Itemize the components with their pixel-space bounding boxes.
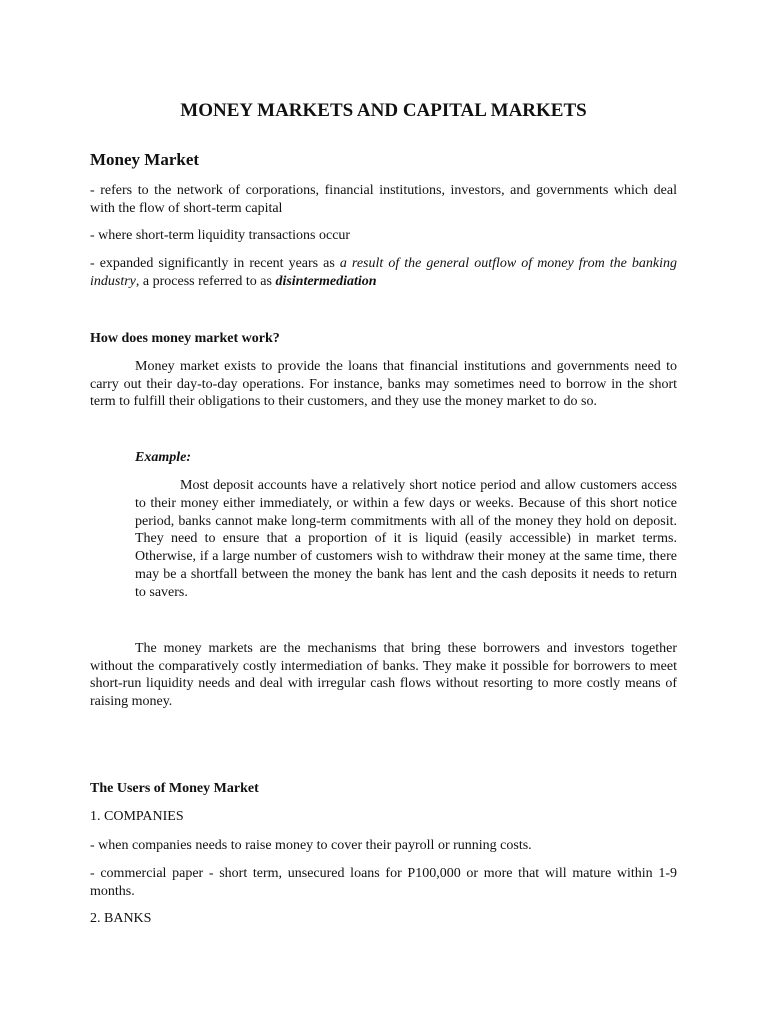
users-heading: The Users of Money Market [90,781,259,796]
example-text: Most deposit accounts have a relatively short notice period and allow customers access to their money either immediately, or within a few days or weeks. Because of this short notice period, banks cannot make long-term commitments with all of the money they hold on deposit. They need to ensure that a proportion of it is liquid (easily accessible) in market terms. Otherwise, if a large number of customers wish to withdraw their money at the same time, there may be a shortfall between the money the bank has lent and the cash deposits it needs to return to savers. [135,478,677,600]
users-item-banks: 2. BANKS [90,911,152,926]
users-item-companies: 1. COMPANIES [90,809,184,824]
money-market-definition-1: - refers to the network of corporations, financial institutions, investors, and governments which deal with the flow of short-term capital [90,183,677,216]
money-market-heading: Money Market [90,150,200,169]
example-label: Example: [135,450,191,465]
money-market-definition-2: - where short-term liquidity transactions occur [90,228,351,243]
how-it-works-paragraph: Money market exists to provide the loans that financial institutions and governments need to carry out their day-to-day operations. For instance, banks may sometimes need to borrow in the short term to fulfill their obligations to their customers, and they use the money market to do so. [90,359,677,409]
how-it-works-heading: How does money market work? [90,331,280,346]
definition-3-italic: a result of the general outflow of money from the banking industry [90,256,677,289]
money-market-definition-3 [90,255,677,290]
document-title: MONEY MARKETS AND CAPITAL MARKETS [180,100,587,121]
definition-3-mid: , a process referred to as [135,273,276,289]
mechanisms-paragraph: The money markets are the mechanisms that bring these borrowers and investors together without the comparatively costly intermediation of banks. They make it possible for borrowers to meet short-run liquidity needs and deal with irregular cash flows without resorting to more costly means of raising money. [90,641,677,709]
definition-3-text: - expanded significantly in recent years as [90,256,340,271]
disintermediation-term: disintermediation [275,273,377,289]
companies-bullet-2: - commercial paper - short term, unsecured loans for P100,000 or more that will mature within 1-9 months. [90,866,677,899]
companies-bullet-1: - when companies needs to raise money to cover their payroll or running costs. [90,838,532,853]
